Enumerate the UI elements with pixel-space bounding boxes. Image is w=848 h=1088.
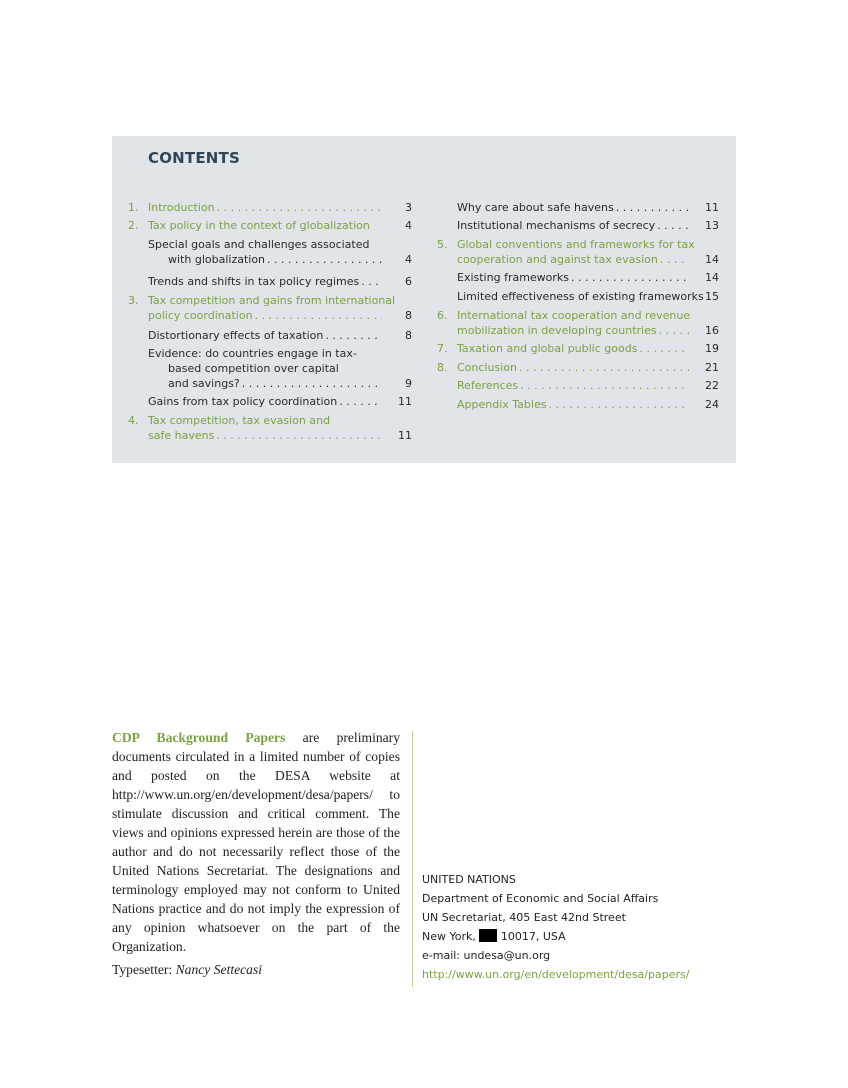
- department: Department of Economic and Social Affairs: [422, 892, 659, 905]
- toc-entry-title: Gains from tax policy coordination: [148, 395, 338, 408]
- toc-entry-line: [437, 323, 689, 338]
- toc-entry-line: [437, 378, 689, 393]
- toc-entry-line: [128, 237, 412, 252]
- toc-entry-title: Distortionary effects of taxation: [148, 329, 324, 342]
- toc-entry-title: Appendix Tables: [457, 398, 547, 411]
- toc-entry-line: [128, 274, 382, 289]
- toc-page-number: 4: [405, 219, 412, 232]
- toc-page-number: 9: [405, 377, 412, 390]
- toc-entry[interactable]: [437, 397, 719, 412]
- toc-entry-title: Conclusion: [457, 361, 517, 374]
- dot-leader: [242, 376, 382, 391]
- toc-entry-line: [128, 361, 412, 376]
- toc-entry-title: Taxation and global public goods: [457, 342, 638, 355]
- toc-entry-title: Tax competition, tax evasion and: [148, 414, 331, 427]
- toc-entry-line: [437, 200, 689, 215]
- dot-leader: [639, 341, 689, 356]
- toc-entry-title: mobilization in developing countries: [457, 324, 657, 337]
- toc-entry-number: 8.: [437, 361, 448, 374]
- dot-leader: [217, 200, 382, 215]
- toc-entry-line: [128, 376, 382, 391]
- toc-entry[interactable]: [128, 328, 412, 343]
- dot-leader: [255, 308, 382, 323]
- toc-page-number: 14: [705, 253, 719, 266]
- toc-entry-title: Tax competition and gains from international: [148, 294, 396, 307]
- toc-entry-title: safe havens: [148, 429, 215, 442]
- toc-entry-title: and savings?: [168, 377, 240, 390]
- dot-leader: [519, 360, 689, 375]
- toc-entry-title: Institutional mechanisms of secrecy: [457, 219, 656, 232]
- toc-entry-line: [128, 346, 412, 361]
- toc-entry-title: Trends and shifts in tax policy regimes: [148, 275, 360, 288]
- toc-entry[interactable]: [437, 270, 719, 285]
- dot-leader: [659, 323, 689, 338]
- typesetter-credit: [112, 962, 262, 978]
- toc-page-number: 6: [405, 275, 412, 288]
- toc-entry-line: [128, 218, 382, 233]
- toc-entry-line: [128, 200, 382, 215]
- toc-entry[interactable]: [128, 237, 412, 267]
- toc-entry[interactable]: [128, 346, 412, 391]
- papers-link[interactable]: http://www.un.org/en/development/desa/papers/: [422, 968, 690, 981]
- toc-entry-line: [437, 289, 704, 304]
- toc-entry[interactable]: [128, 274, 412, 289]
- toc-entry-line: [437, 397, 689, 412]
- disclaimer-text: are preliminary documents circulated in a limited number of copies and posted on the DESA website at http://www.un.org/en/development/desa/papers/ to stimulate discussion and critical comment. The views and opinions expressed herein are those of the author and do not necessarily reflect those of the United Nations Secretariat. The designations and terminology employed may not conform to United Nations practice and do not imply the expression of any opinion whatsoever on the part of the Organization.: [112, 730, 400, 954]
- email[interactable]: e-mail: undesa@un.org: [422, 949, 551, 962]
- dot-leader: [339, 394, 382, 409]
- toc-page-number: 8: [405, 309, 412, 322]
- dot-leader: [520, 378, 689, 393]
- dot-leader: [548, 397, 689, 412]
- toc-entry-title: International tax cooperation and revenue: [457, 309, 691, 322]
- toc-entry-line: [128, 394, 382, 409]
- toc-entry-title: Why care about safe havens: [457, 201, 614, 214]
- disclaimer-paragraph: [112, 728, 400, 956]
- toc-entry-line: [437, 308, 719, 323]
- toc-page-number: 13: [705, 219, 719, 232]
- dot-leader: [571, 270, 689, 285]
- toc-entry[interactable]: [437, 308, 719, 338]
- redaction-box: [479, 929, 497, 942]
- dot-leader: [616, 200, 689, 215]
- toc-page-number: 21: [705, 361, 719, 374]
- toc-entry-line: [128, 413, 412, 428]
- toc-entry[interactable]: [128, 394, 412, 409]
- toc-page-number: 22: [705, 379, 719, 392]
- typesetter-label: Typesetter:: [112, 962, 176, 977]
- toc-entry[interactable]: [437, 218, 719, 233]
- toc-entry[interactable]: [437, 378, 719, 393]
- dot-leader: [325, 328, 382, 343]
- toc-entry-line: [128, 308, 382, 323]
- toc-entry-number: 6.: [437, 309, 448, 322]
- city-line: [422, 927, 689, 946]
- toc-page-number: 11: [705, 201, 719, 214]
- toc-page-number: 11: [398, 429, 412, 442]
- toc-page-number: 4: [405, 253, 412, 266]
- toc-entry-title: Global conventions and frameworks for tax: [457, 238, 695, 251]
- dot-leader: [361, 274, 382, 289]
- toc-entry[interactable]: [437, 341, 719, 356]
- toc-entry-line: [437, 341, 689, 356]
- toc-entry-line: [128, 428, 382, 443]
- toc-entry[interactable]: [437, 360, 719, 375]
- toc-entry-title: Evidence: do countries engage in tax-: [148, 347, 357, 360]
- contents-heading: CONTENTS: [148, 149, 240, 167]
- toc-entry-line: [128, 252, 382, 267]
- street-address: UN Secretariat, 405 East 42nd Street: [422, 911, 626, 924]
- toc-entry[interactable]: [437, 289, 719, 304]
- toc-entry-title: Introduction: [148, 201, 215, 214]
- toc-entry[interactable]: [437, 237, 719, 267]
- dot-leader: [216, 428, 382, 443]
- toc-page-number: 15: [705, 290, 719, 303]
- city-prefix: New York,: [422, 930, 480, 943]
- toc-entry-number: 4.: [128, 414, 139, 427]
- toc-entry-line: [437, 218, 689, 233]
- toc-entry-line: [437, 360, 689, 375]
- toc-entry-number: 5.: [437, 238, 448, 251]
- toc-entry-title: References: [457, 379, 519, 392]
- address-block: [422, 870, 689, 984]
- toc-page-number: 11: [398, 395, 412, 408]
- column-divider: [412, 731, 413, 987]
- dot-leader: [267, 252, 382, 267]
- toc-page-number: 8: [405, 329, 412, 342]
- toc-entry-line: [128, 328, 382, 343]
- toc-entry-title: Limited effectiveness of existing frameworks: [457, 290, 704, 303]
- toc-entry-title: Special goals and challenges associated: [148, 238, 370, 251]
- toc-entry-line: [128, 293, 412, 308]
- toc-entry-title: based competition over capital: [168, 362, 339, 375]
- toc-entry-title: Existing frameworks: [457, 271, 570, 284]
- toc-page-number: 24: [705, 398, 719, 411]
- toc-entry[interactable]: [128, 218, 412, 233]
- dot-leader: [657, 218, 689, 233]
- toc-entry-line: [437, 237, 719, 252]
- toc-page-number: 3: [405, 201, 412, 214]
- toc-entry-line: [437, 270, 689, 285]
- dot-leader: [660, 252, 689, 267]
- toc-entry[interactable]: [128, 293, 412, 323]
- toc-entry-number: 3.: [128, 294, 139, 307]
- toc-entry[interactable]: [437, 200, 719, 215]
- toc-entry-title: policy coordination: [148, 309, 253, 322]
- toc-entry[interactable]: [128, 413, 412, 443]
- toc-page-number: 16: [705, 324, 719, 337]
- toc-page-number: 14: [705, 271, 719, 284]
- toc-entry-title: with globalization: [168, 253, 266, 266]
- toc-page-number: 19: [705, 342, 719, 355]
- org-name: UNITED NATIONS: [422, 873, 516, 886]
- toc-entry-number: 1.: [128, 201, 139, 214]
- city-suffix: 10017, USA: [497, 930, 566, 943]
- toc-entry-number: 7.: [437, 342, 448, 355]
- series-name: CDP Background Papers: [112, 730, 286, 745]
- toc-entry-number: 2.: [128, 219, 139, 232]
- toc-entry[interactable]: [128, 200, 412, 215]
- toc-entry-line: [437, 252, 689, 267]
- toc-entry-title: Tax policy in the context of globalization: [148, 219, 370, 232]
- toc-entry-title: cooperation and against tax evasion: [457, 253, 658, 266]
- typesetter-name: Nancy Settecasi: [175, 962, 263, 977]
